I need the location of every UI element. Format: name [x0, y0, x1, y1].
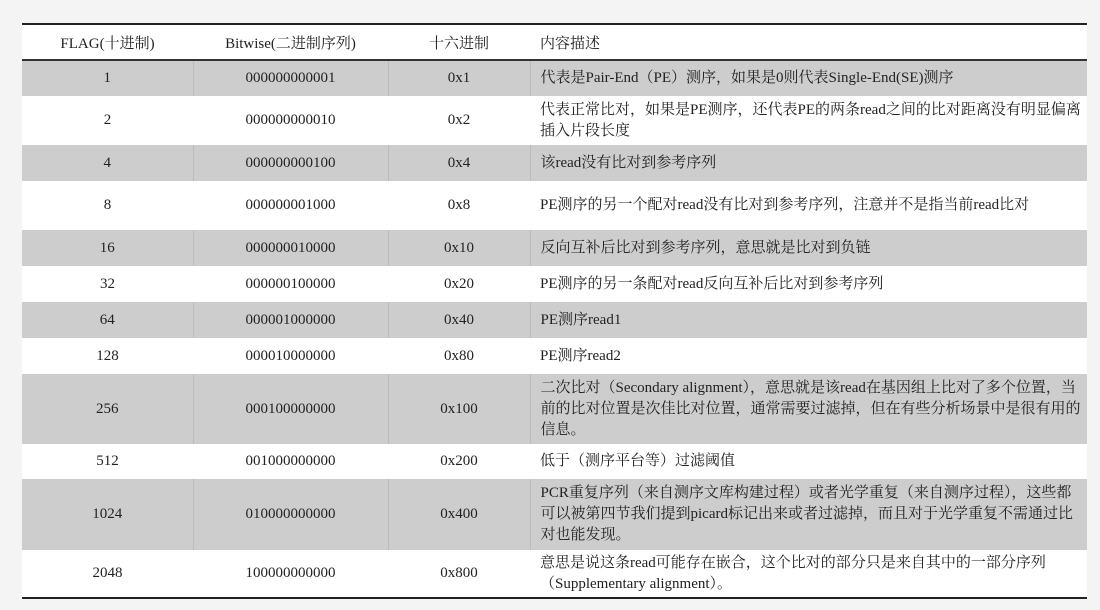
description-cell: 该read没有比对到参考序列 [530, 145, 1087, 181]
hex-cell: 0x10 [388, 230, 530, 266]
flag-cell: 256 [96, 400, 119, 417]
description-cell: 二次比对（Secondary alignment），意思就是该read在基因组上比对了多个位置，当前的比对位置是次佳比对位置，通常需要过滤掉，但在有些分析场景中是很有用的信息。 [530, 374, 1087, 444]
bitwise-cell: 000100000000 [193, 374, 388, 444]
hex-cell: 0x4 [388, 145, 530, 181]
header-hex: 十六进制 [428, 35, 489, 52]
sam-flag-table [22, 23, 1087, 599]
bitwise-cell: 000000000010 [245, 112, 336, 128]
header-bitwise: Bitwise(二进制序列) [225, 35, 356, 52]
bitwise-cell: 000000000001 [193, 60, 388, 96]
hex-cell: 0x1 [388, 60, 530, 96]
hex-cell: 0x200 [440, 453, 478, 469]
bitwise-cell: 010000000000 [193, 479, 388, 550]
table-row [22, 338, 1087, 374]
flag-cell: 2 [103, 112, 112, 128]
hex-cell: 0x80 [444, 347, 474, 364]
table-row [22, 181, 1087, 230]
header-flag: FLAG(十进制) [60, 35, 155, 52]
table-row [22, 145, 1087, 181]
table-row [22, 230, 1087, 266]
flag-cell: 16 [99, 239, 115, 256]
table-row [22, 444, 1087, 479]
hex-cell: 0x400 [388, 479, 530, 550]
hex-cell: 0x800 [440, 565, 478, 581]
hex-cell: 0x100 [388, 374, 530, 444]
description-cell: PE测序的另一个配对read没有比对到参考序列，注意并不是指当前read比对 [540, 197, 1030, 213]
description-cell: PCR重复序列（来自测序文库构建过程）或者光学重复（来自测序过程），这些都可以被第四节我们提到picard标记出来或者过滤掉，而且对于光学重复不需通过比对也能发现。 [530, 479, 1087, 550]
description-cell: 代表是Pair-End（PE）测序，如果是0则代表Single-End(SE)测序 [530, 60, 1087, 96]
bitwise-cell: 000000001000 [245, 197, 336, 213]
flag-cell: 4 [103, 154, 111, 171]
flag-cell: 8 [103, 197, 112, 213]
bitwise-cell: 000000010000 [193, 230, 388, 266]
description-cell: 低于（测序平台等）过滤阈值 [540, 453, 736, 469]
flag-cell: 1 [103, 70, 111, 86]
bitwise-cell: 000010000000 [245, 347, 336, 364]
flag-cell: 64 [99, 311, 115, 328]
description-cell: PE测序read2 [540, 347, 621, 364]
table-row [22, 266, 1087, 302]
bitwise-cell: 100000000000 [245, 565, 336, 581]
hex-cell: 0x8 [447, 197, 471, 213]
table-row [22, 374, 1087, 444]
hex-cell: 0x40 [388, 302, 530, 338]
header-description: 内容描述 [540, 35, 601, 52]
description-cell: 反向互补后比对到参考序列，意思就是比对到负链 [530, 230, 1087, 266]
bitwise-cell: 000000100000 [245, 275, 336, 292]
description-cell: PE测序的另一条配对read反向互补后比对到参考序列 [540, 275, 884, 292]
table-row [22, 60, 1087, 96]
table-row [22, 550, 1087, 598]
table-row [22, 302, 1087, 338]
hex-cell: 0x2 [447, 112, 471, 128]
table-row [22, 96, 1087, 145]
table-row [22, 479, 1087, 550]
description-cell: PE测序read1 [530, 302, 1087, 338]
flag-cell: 2048 [92, 565, 123, 581]
header-row [22, 24, 1087, 60]
bitwise-cell: 001000000000 [245, 453, 336, 469]
bitwise-cell: 000001000000 [193, 302, 388, 338]
description-cell: 代表正常比对，如果是PE测序，还代表PE的两条read之间的比对距离没有明显偏离插入片段长度 [540, 101, 1081, 139]
flag-cell: 1024 [92, 506, 123, 522]
bitwise-cell: 000000000100 [193, 145, 388, 181]
hex-cell: 0x20 [444, 275, 474, 292]
flag-cell: 32 [100, 275, 115, 292]
flag-cell: 128 [96, 347, 119, 364]
flag-cell: 512 [96, 453, 119, 469]
description-cell: 意思是说这条read可能存在嵌合，这个比对的部分只是来自其中的一部分序列（Supplementary alignment）。 [540, 554, 1046, 592]
